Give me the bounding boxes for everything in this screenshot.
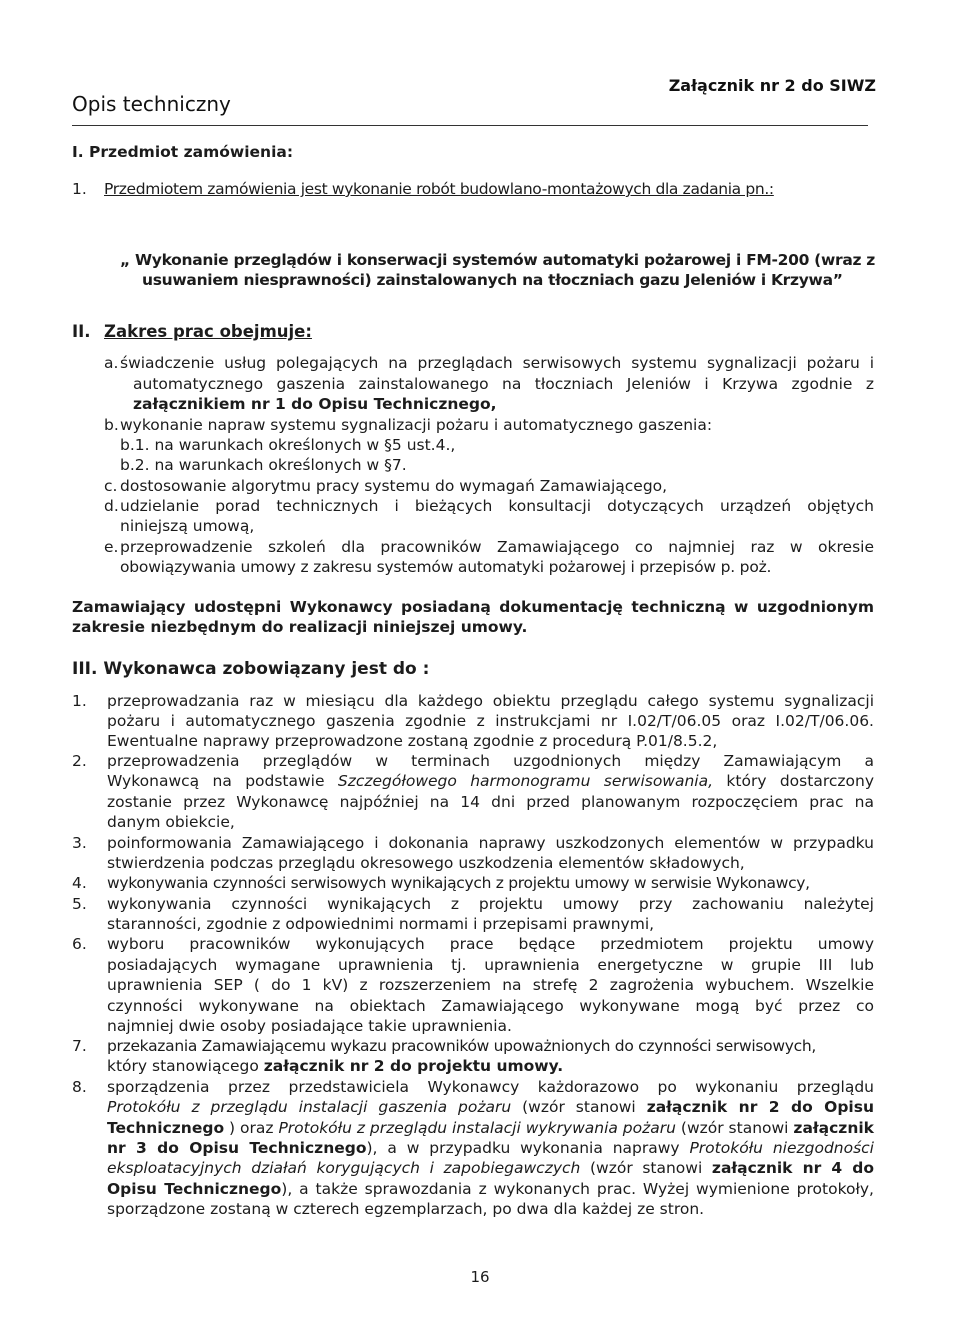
item-b2: b.2. na warunkach określonych w §7. [120, 456, 407, 474]
item-4-number: 4. [72, 874, 87, 892]
page-number: 16 [470, 1268, 490, 1286]
section-3-heading: III. Wykonawca zobowiązany jest do : [72, 659, 430, 679]
item-b-label: b. [104, 416, 119, 434]
task-title-line-1: „ Wykonanie przeglądów i konserwacji systemów automatyki pożarowej i FM-200 (wraz z [120, 251, 876, 269]
item-6-line-3: uprawnienia SEP ( do 1 kV) z rozszerzeniem na strefę 2 zagrożenia wybuchem. Wszelkie [107, 976, 874, 994]
item-3-line-2: stwierdzenia podczas przeglądu okresowego uszkodzenia elementów składowych, [107, 854, 745, 872]
attachment-label: Załącznik nr 2 do SIWZ [668, 76, 876, 95]
item-8-line-5: eksploatacyjnych działań korygujących i zapobiegawczych (wzór stanowi załącznik nr 4 do [107, 1159, 874, 1177]
item-c-label: c. [104, 477, 118, 495]
item-7-line-2: który stanowiącego załącznik nr 2 do projektu umowy. [107, 1057, 564, 1075]
item-8-number: 8. [72, 1078, 87, 1096]
section-2-heading: Zakres prac obejmuje: [104, 322, 312, 341]
item-7-number: 7. [72, 1037, 87, 1055]
item-a-line-1: świadczenie usług polegających na przeglądach serwisowych systemu sygnalizacji pożaru i [120, 354, 874, 372]
section-2-number: II. [72, 322, 91, 341]
item-1-line-1: przeprowadzania raz w miesiącu dla każdego obiektu przeglądu całego systemu sygnalizacji [107, 692, 874, 710]
item-2-line-1: przeprowadzenia przeglądów w terminach uzgodnionych między Zamawiającym a [107, 752, 874, 770]
item-6-line-5: najmniej dwie osoby posiadające takie uprawnienia. [107, 1017, 512, 1035]
section-1-heading: I. Przedmiot zamówienia: [72, 143, 294, 161]
item-7-line-1: przekazania Zamawiającemu wykazu pracowników upoważnionych do czynności serwisowych, [107, 1037, 816, 1055]
item-8-line-1: sporządzenia przez przedstawiciela Wykonawcy każdorazowo po wykonaniu przeglądu [107, 1078, 874, 1096]
section-1-item-number: 1. [72, 180, 87, 198]
item-e-line-1: przeprowadzenie szkoleń dla pracowników Zamawiającego co najmniej raz w okresie [120, 538, 874, 556]
notice-line-2: zakresie niezbędnym do realizacji niniejszej umowy. [72, 618, 528, 636]
item-a-label: a. [104, 354, 119, 372]
item-5-number: 5. [72, 895, 87, 913]
item-5-line-1: wykonywania czynności wynikających z projektu umowy przy zachowaniu należytej [107, 895, 874, 913]
header-divider [72, 125, 868, 126]
item-8-line-3: Technicznego ) oraz Protokółu z przeglądu instalacji wykrywania pożaru (wzór stanowi załącznik [107, 1119, 874, 1137]
item-5-line-2: staranności, zgodnie z odpowiednimi normami i przepisami prawnymi, [107, 915, 655, 933]
item-3-number: 3. [72, 834, 87, 852]
item-6-number: 6. [72, 935, 87, 953]
item-8-line-4: nr 3 do Opisu Technicznego), a w przypadku wykonania naprawy Protokółu niezgodności [107, 1139, 874, 1157]
item-8-line-6: Opisu Technicznego), a także sprawozdania z wykonanych prac. Wyżej wymienione protokoły, [107, 1180, 874, 1198]
item-e-line-2: obowiązywania umowy z zakresu systemów automatyki pożarowej i przepisów p. poż. [120, 558, 772, 576]
item-6-line-4: czynności wykonywane na obiektach Zamawiającego wykonywane mogą być przez co [107, 997, 874, 1015]
item-8-line-2: Protokółu z przeglądu instalacji gaszenia pożaru (wzór stanowi załącznik nr 2 do Opisu [107, 1098, 874, 1116]
item-6-line-1: wyboru pracowników wykonujących prace będące przedmiotem projektu umowy [107, 935, 874, 953]
item-2-line-2: Wykonawcą na podstawie Szczegółowego harmonogramu serwisowania, który dostarczony [107, 772, 874, 790]
item-1-number: 1. [72, 692, 87, 710]
item-3-line-1: poinformowania Zamawiającego i dokonania naprawy uszkodzonych elementów w przypadku [107, 834, 874, 852]
item-2-number: 2. [72, 752, 87, 770]
notice-line-1: Zamawiający udostępni Wykonawcy posiadaną dokumentację techniczną w uzgodnionym [72, 598, 874, 616]
section-1-item-text: Przedmiotem zamówienia jest wykonanie robót budowlano-montażowych dla zadania pn.: [104, 180, 774, 198]
item-b1: b.1. na warunkach określonych w §5 ust.4., [120, 436, 456, 454]
item-6-line-2: posiadających wymagane uprawnienia tj. uprawnienia energetyczne w grupie III lub [107, 956, 874, 974]
item-a-line-2: automatycznego gaszenia zainstalowanego na tłoczniach Jeleniów i Krzywa zgodnie z [133, 375, 874, 393]
item-2-line-4: danym obiekcie, [107, 813, 235, 831]
item-e-label: e. [104, 538, 119, 556]
item-d-line-2: niniejszą umową, [120, 517, 255, 535]
item-8-line-7: sporządzone zostaną w czterech egzemplarzach, po dwa dla każdej ze stron. [107, 1200, 705, 1218]
item-1-line-3: Ewentualne naprawy przeprowadzone zostaną zgodnie z procedurą P.01/8.5.2, [107, 732, 718, 750]
document-title: Opis techniczny [72, 92, 231, 116]
item-d-line-1: udzielanie porad technicznych i bieżących konsultacji dotyczących urządzeń objętych [120, 497, 874, 515]
task-title-line-2: usuwaniem niesprawności) zainstalowanych na tłoczniach gazu Jeleniów i Krzywa” [142, 271, 843, 289]
item-c-text: dostosowanie algorytmu pracy systemu do wymagań Zamawiającego, [120, 477, 668, 495]
item-d-label: d. [104, 497, 119, 515]
item-2-line-3: zostanie przez Wykonawcę najpóźniej na 14 dni przed planowanym rozpoczęciem prac na [107, 793, 874, 811]
item-b-text: wykonanie napraw systemu sygnalizacji pożaru i automatycznego gaszenia: [120, 416, 713, 434]
item-1-line-2: pożaru i automatycznego gaszenia zgodnie z instrukcjami nr I.02/T/06.05 oraz I.02/T/06.06. [107, 712, 874, 730]
item-a-line-3: załącznikiem nr 1 do Opisu Technicznego, [133, 395, 497, 413]
item-4-line-1: wykonywania czynności serwisowych wynikających z projektu umowy w serwisie Wykonawcy, [107, 874, 810, 892]
